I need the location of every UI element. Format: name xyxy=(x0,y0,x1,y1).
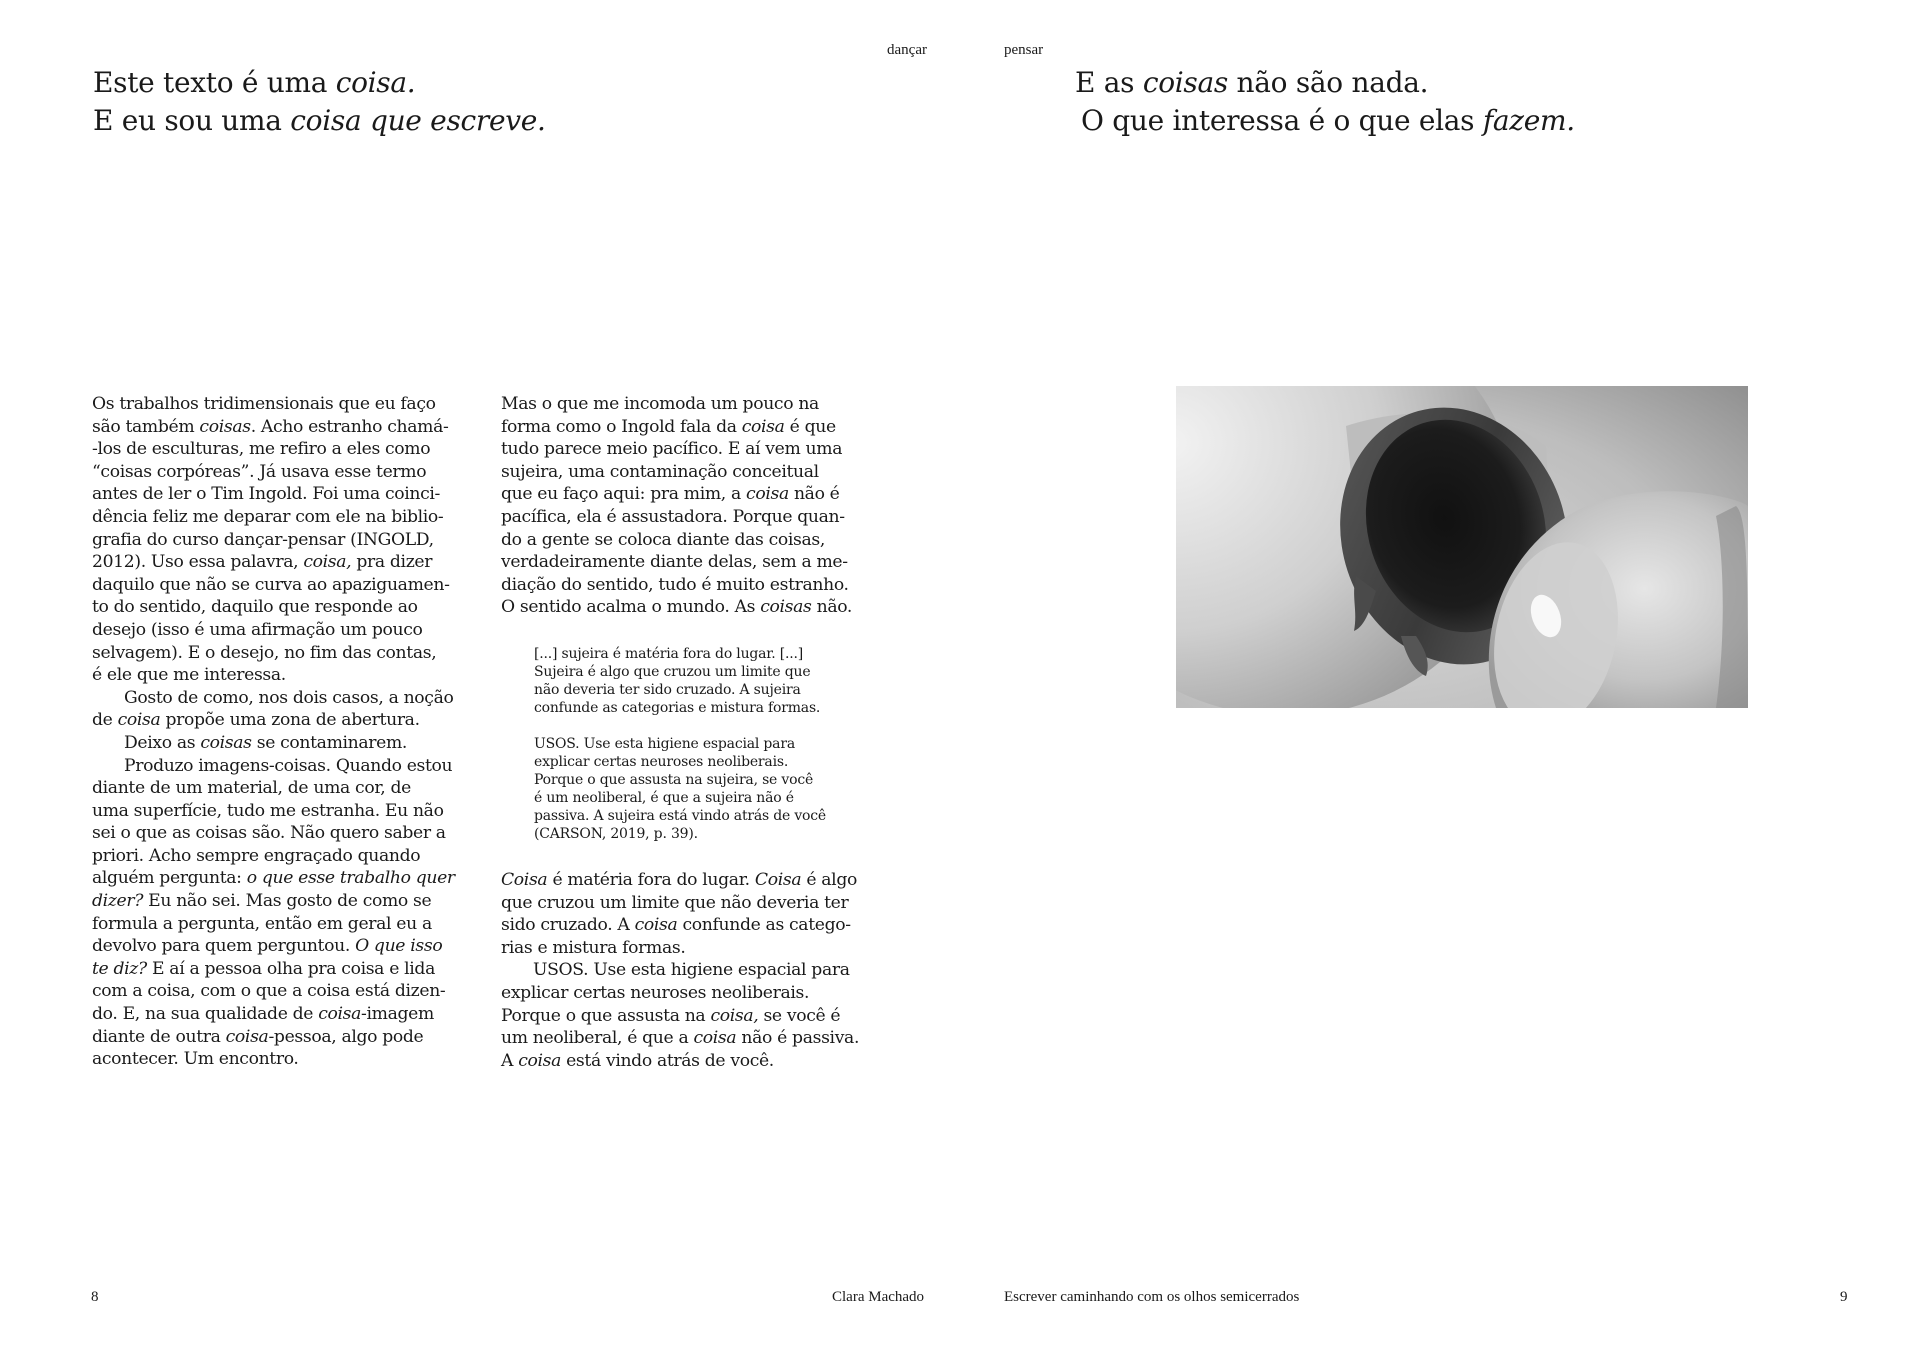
paragraph: Gosto de como, nos dois casos, a noção de coisa propõe uma zona de abertura. xyxy=(92,687,454,731)
headline-left: Este texto é uma coisa. E eu sou uma coisa que escreve. xyxy=(93,66,546,137)
ceramic-photo xyxy=(1176,386,1748,708)
page-number-left: 8 xyxy=(91,1289,99,1305)
paragraph: Mas o que me incomoda um pouco na forma como o Ingold fala da coisa é que tudo parece meio pacífico. E aí vem uma sujeira, uma contaminação conceitual que eu faço aqui: pra mim, a coisa não é pacífica, ela é assustadora. Porque quan- do a gente se coloca diante das coisas, verdadeiramente diante delas, sem a me- diação do sentido, tudo é muito estranho. O sentido acalma o mundo. As coisas não. xyxy=(501,394,853,618)
paragraph: Deixo as coisas se contaminarem. xyxy=(124,732,408,753)
ceramic-vessels-image xyxy=(1176,386,1748,708)
running-head-left: dançar xyxy=(887,42,927,58)
quote-paragraph: [...] sujeira é matéria fora do lugar. [...] Sujeira é algo que cruzou um limite que não deveria ter sido cruzado. A sujeira confunde as categorias e mistura formas. xyxy=(534,645,821,716)
paragraph: USOS. Use esta higiene espacial para explicar certas neuroses neoliberais. Porque o que assusta na coisa, se você é um neoliberal, é que a coisa não é passiva. A coisa está vindo atrás de você. xyxy=(501,960,860,1071)
block-quote xyxy=(534,645,875,843)
quote-paragraph: USOS. Use esta higiene espacial para explicar certas neuroses neoliberais. Porque o que assusta na sujeira, se você é um neoliberal, é que a sujeira não é passiva. A sujeira está vindo atrás de você (CARSON, 2019, p. 39). xyxy=(534,735,827,842)
headline-right: E as coisas não são nada. O que interessa é o que elas fazem. xyxy=(1075,66,1575,137)
paragraph: Produzo imagens-coisas. Quando estou diante de um material, de uma cor, de uma superfície, tudo me estranha. Eu não sei o que as coisas são. Não quero saber a priori. Acho sempre engraçado quando alguém pergunta: o que esse trabalho quer dizer? Eu não sei. Mas gosto de como se formula a pergunta, então em geral eu a devolvo para quem perguntou. O que isso te diz? E aí a pessoa olha pra coisa e lida com a coisa, com o que a coisa está dizen- do. E, na sua qualidade de coisa-imagem diante de outra coisa-pessoa, algo pode acontecer. Um encontro. xyxy=(92,755,455,1070)
body-column-1 xyxy=(92,393,464,1071)
page-number-right: 9 xyxy=(1840,1289,1848,1305)
body-column-2 xyxy=(501,393,875,1072)
paragraph: Os trabalhos tridimensionais que eu faço são também coisas. Acho estranho chamá- -los de esculturas, me refiro a eles como “coisas corpóreas”. Já usava esse termo antes de ler o Tim Ingold. Foi uma coinci- dência feliz me deparar com ele na biblio- grafia do curso dançar-pensar (INGOLD, 2012). Uso essa palavra, coisa, pra dizer daquilo que não se curva ao apaziguamen- to do sentido, daquilo que responde ao desejo (isso é uma afirmação um pouco selvagem). E o desejo, no fim das contas, é ele que me interessa. xyxy=(92,394,450,686)
running-head-right: pensar xyxy=(1004,42,1044,58)
paragraph: Coisa é matéria fora do lugar. Coisa é algo que cruzou um limite que não deveria ter sido cruzado. A coisa confunde as catego- rias e mistura formas. xyxy=(501,869,857,958)
author-name: Clara Machado xyxy=(832,1289,925,1305)
book-title: Escrever caminhando com os olhos semicerrados xyxy=(1004,1289,1300,1305)
